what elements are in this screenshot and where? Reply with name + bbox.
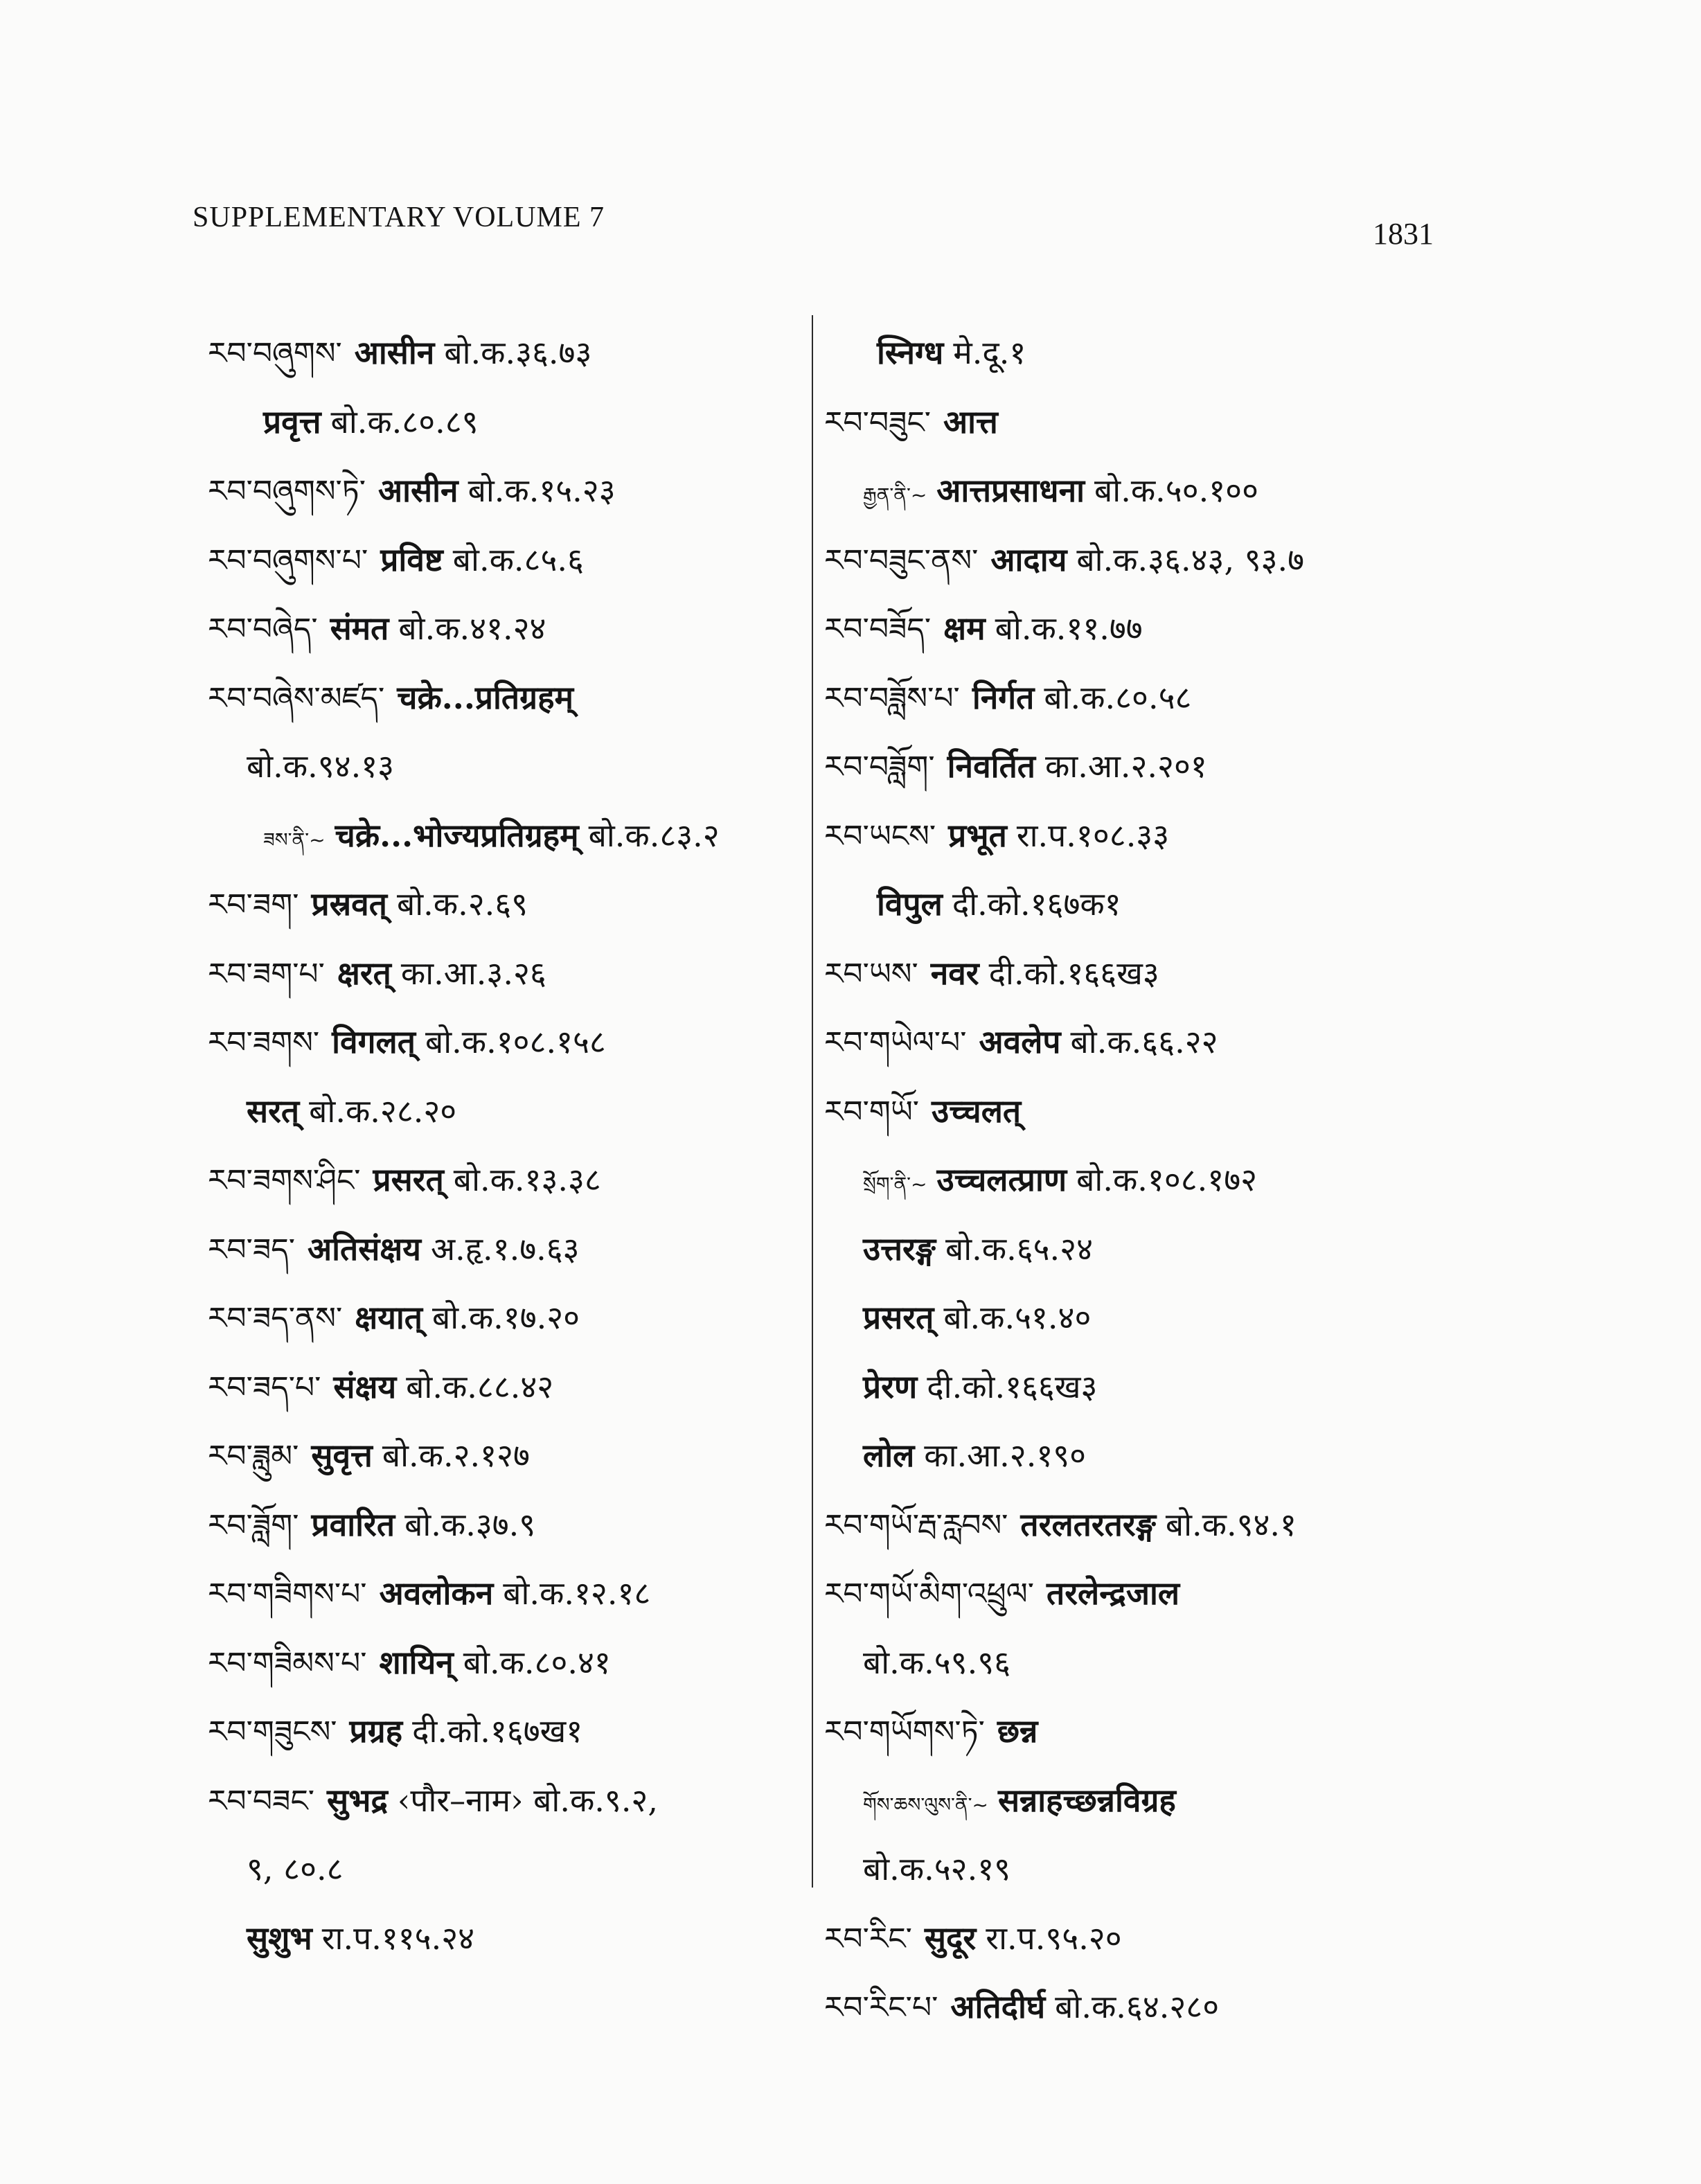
dictionary-entry xyxy=(824,801,1531,871)
dictionary-entry xyxy=(824,1077,1531,1146)
tibetan-headword: རབ་ཡངས་ xyxy=(824,818,936,854)
sanskrit-equivalent: छन्न xyxy=(997,1712,1038,1750)
running-head: SUPPLEMENTARY VOLUME 7 xyxy=(193,202,605,233)
dictionary-entry xyxy=(208,1904,790,1973)
dictionary-entry xyxy=(824,1491,1531,1560)
source-reference: बो.क.४१.२४ xyxy=(398,610,546,647)
dictionary-entry xyxy=(824,870,1531,939)
source-reference: बो.क.१२.१८ xyxy=(503,1574,651,1612)
dictionary-entry xyxy=(824,664,1531,733)
tibetan-headword: རབ་རིང་པ་ xyxy=(824,1990,938,2025)
tibetan-headword: རབ་བཟོད་ xyxy=(824,612,932,647)
source-reference: दी.को.१६७ख१ xyxy=(412,1712,583,1750)
dictionary-entry xyxy=(824,1008,1531,1077)
source-reference: बो.क.२.१२७ xyxy=(382,1437,530,1474)
dictionary-entry xyxy=(824,456,1531,526)
dictionary-entry xyxy=(824,1697,1531,1766)
tibetan-headword: རབ་ཟག་ xyxy=(208,887,299,923)
sanskrit-equivalent: सन्नाहच्छन्नविग्रह xyxy=(997,1781,1176,1819)
sanskrit-equivalent: प्रभूत xyxy=(948,816,1007,854)
tibetan-headword: རབ་ཟད་ xyxy=(208,1232,295,1268)
dictionary-entry xyxy=(208,732,790,801)
source-reference: बो.क.६४.२८० xyxy=(1055,1988,1220,2025)
tibetan-headword: རབ་རིང་ xyxy=(824,1921,912,1957)
tibetan-compound: རྒྱན་ནི་~ xyxy=(863,483,927,506)
dictionary-entry xyxy=(208,319,790,388)
dictionary-entry xyxy=(208,801,790,871)
source-reference: बो.क.१५.२३ xyxy=(467,472,616,509)
source-reference: बो.क.३६.४३, ९३.७ xyxy=(1076,540,1305,578)
dictionary-entry xyxy=(208,456,790,526)
dictionary-entry xyxy=(208,1008,790,1077)
source-reference: दी.को.१६६ख३ xyxy=(988,954,1159,992)
source-reference: बो.क.३७.९ xyxy=(404,1505,536,1543)
tibetan-headword: རབ་བཟློས་པ་ xyxy=(824,680,960,716)
dictionary-entry xyxy=(208,1628,790,1698)
sanskrit-equivalent: चक्रे...प्रतिग्रहम् xyxy=(397,678,574,716)
tibetan-headword: རབ་གཟིམས་པ་ xyxy=(208,1645,367,1681)
sanskrit-equivalent: आसीन xyxy=(378,472,458,509)
source-reference: बो.क.१०८.१७२ xyxy=(1076,1161,1258,1198)
tibetan-headword: རབ་ཟླུམ་ xyxy=(208,1439,299,1474)
tibetan-headword: རབ་བཟང་ xyxy=(208,1783,315,1819)
dictionary-entry xyxy=(208,939,790,1009)
sanskrit-equivalent: आत्त xyxy=(943,402,998,441)
dictionary-entry xyxy=(824,1766,1531,1836)
sanskrit-equivalent: संक्षय xyxy=(333,1367,397,1405)
right-column xyxy=(824,319,1531,2042)
dictionary-entry xyxy=(824,1904,1531,1973)
sanskrit-equivalent: क्षरत् xyxy=(337,954,391,992)
source-reference: रा.प.९५.२० xyxy=(986,1919,1122,1957)
source-reference: बो.क.८५.६ xyxy=(452,540,584,578)
source-reference: का.आ.३.२६ xyxy=(400,954,546,992)
tibetan-headword: རབ་བཞེས་མཛད་ xyxy=(208,680,385,716)
tibetan-headword: རབ་ཟགས་ xyxy=(208,1025,320,1060)
sanskrit-equivalent: तरलतरतरङ्ग xyxy=(1020,1505,1156,1543)
tibetan-headword: རབ་གཟུངས་ xyxy=(208,1714,337,1750)
dictionary-entry xyxy=(824,1835,1531,1904)
sanskrit-equivalent: प्रवारित xyxy=(311,1505,395,1543)
tibetan-headword: རབ་གཟིགས་པ་ xyxy=(208,1577,367,1612)
sanskrit-equivalent: शायिन् xyxy=(379,1643,454,1681)
tibetan-headword: རབ་བཟུང་ནས་ xyxy=(824,542,979,578)
source-reference: बो.क.१७.२० xyxy=(432,1299,580,1336)
source-reference: बो.क.८०.५८ xyxy=(1044,678,1192,716)
tibetan-compound: གོས་ཆས་ལུས་ནི་~ xyxy=(863,1793,988,1816)
dictionary-entry xyxy=(208,1077,790,1146)
sanskrit-equivalent: प्रसरत् xyxy=(373,1161,444,1198)
source-reference: बो.क.९४.१३ xyxy=(247,747,395,785)
sanskrit-equivalent: उच्चलत् xyxy=(931,1092,1022,1130)
dictionary-entry xyxy=(824,526,1531,595)
dictionary-entry xyxy=(208,1215,790,1284)
sanskrit-equivalent: सुभद्र xyxy=(327,1781,388,1819)
left-column xyxy=(208,319,790,1973)
sanskrit-equivalent: निर्गत xyxy=(972,678,1035,716)
dictionary-entry xyxy=(824,319,1531,388)
sanskrit-equivalent: नवर xyxy=(930,954,979,992)
sanskrit-equivalent: प्रविष्ट xyxy=(380,540,443,578)
dictionary-entry xyxy=(824,1421,1531,1491)
sanskrit-equivalent: अतिसंक्षय xyxy=(307,1229,421,1268)
source-reference: मे.दू.१ xyxy=(953,334,1026,371)
source-reference: का.आ.२.१९० xyxy=(924,1437,1087,1474)
sanskrit-equivalent: क्षम xyxy=(943,610,986,647)
source-reference: का.आ.२.२०१ xyxy=(1045,747,1207,785)
dictionary-entry xyxy=(208,1146,790,1215)
tibetan-headword: རབ་ཟློག་ xyxy=(208,1507,299,1543)
dictionary-entry xyxy=(824,1284,1531,1353)
dictionary-entry xyxy=(824,939,1531,1009)
tibetan-headword: རབ་གཡོ་མིག་འཕྲུལ་ xyxy=(824,1577,1034,1612)
sanskrit-equivalent: प्रेरण xyxy=(863,1367,918,1405)
sanskrit-equivalent: सुशुभ xyxy=(247,1919,312,1957)
sanskrit-equivalent: अवलोकन xyxy=(379,1574,494,1612)
tibetan-headword: རབ་གཡོགས་ཏེ་ xyxy=(824,1714,985,1750)
dictionary-entry xyxy=(208,1421,790,1491)
sanskrit-equivalent: सुवृत्त xyxy=(311,1437,373,1474)
source-reference: बो.क.९४.१ xyxy=(1165,1505,1297,1543)
tibetan-headword: རབ་གཡེལ་པ་ xyxy=(824,1025,967,1060)
source-reference: बो.क.२.६९ xyxy=(396,885,528,923)
sanskrit-equivalent: अतिदीर्घ xyxy=(950,1988,1046,2025)
dictionary-entry xyxy=(824,1973,1531,2042)
source-reference: बो.क.६६.२२ xyxy=(1070,1023,1218,1060)
tibetan-headword: རབ་བཞུགས་ཏེ་ xyxy=(208,474,366,509)
sanskrit-equivalent: उच्चलत्प्राण xyxy=(936,1161,1067,1198)
sanskrit-equivalent: प्रवृत्त xyxy=(263,402,321,441)
sanskrit-equivalent: सुदूर xyxy=(924,1919,977,1957)
dictionary-entry xyxy=(208,1353,790,1422)
tibetan-headword: རབ་བཞུགས་པ་ xyxy=(208,542,368,578)
sanskrit-equivalent: चक्रे...भोज्यप्रतिग्रहम् xyxy=(335,816,579,854)
source-reference: दी.को.१६७क१ xyxy=(952,885,1121,923)
sanskrit-equivalent: उत्तरङ्ग xyxy=(863,1229,936,1268)
source-reference: बो.क.३६.७३ xyxy=(444,334,592,371)
sanskrit-equivalent: आसीन xyxy=(354,334,435,371)
sanskrit-equivalent: अवलेप xyxy=(979,1023,1061,1060)
dictionary-entry xyxy=(208,664,790,733)
column-divider xyxy=(812,315,813,1888)
tibetan-headword: རབ་ཟགས་ཤིང་ xyxy=(208,1163,361,1198)
tibetan-compound: སྲོག་ནི་~ xyxy=(863,1173,927,1196)
source-reference: बो.क.८३.२ xyxy=(588,816,720,854)
source-reference: बो.क.२८.२० xyxy=(309,1092,457,1130)
source-reference: ‹पौर–नाम› बो.क.९.२, xyxy=(397,1781,658,1819)
source-reference: अ.हृ.१.७.६३ xyxy=(430,1229,580,1268)
dictionary-entry xyxy=(208,526,790,595)
dictionary-entry xyxy=(208,1835,790,1904)
tibetan-headword: རབ་གཡོ་ xyxy=(824,1094,919,1130)
tibetan-headword: རབ་བཟུང་ xyxy=(824,405,932,441)
sanskrit-equivalent: संमत xyxy=(330,610,389,647)
dictionary-entry xyxy=(208,870,790,939)
dictionary-entry xyxy=(824,1215,1531,1284)
dictionary-entry xyxy=(824,1146,1531,1215)
dictionary-entry xyxy=(824,388,1531,457)
sanskrit-equivalent: लोल xyxy=(863,1437,915,1474)
dictionary-entry xyxy=(208,1491,790,1560)
dictionary-entry xyxy=(824,1559,1531,1628)
sanskrit-equivalent: आदाय xyxy=(990,540,1067,578)
tibetan-headword: རབ་བཟློག་ xyxy=(824,749,935,785)
source-reference: रा.प.१०८.३३ xyxy=(1016,816,1170,854)
sanskrit-equivalent: प्रग्रह xyxy=(349,1712,403,1750)
source-reference: बो.क.८०.४१ xyxy=(463,1643,611,1681)
sanskrit-equivalent: विपुल xyxy=(877,885,943,923)
tibetan-headword: རབ་བཞུགས་ xyxy=(208,336,342,371)
source-reference: बो.क.१३.३८ xyxy=(453,1161,601,1198)
dictionary-entry xyxy=(824,1628,1531,1698)
tibetan-headword: རབ་ཟག་པ་ xyxy=(208,956,325,992)
source-reference: ९, ८०.८ xyxy=(247,1850,344,1888)
source-reference: बो.क.११.७७ xyxy=(995,610,1143,647)
sanskrit-equivalent: आत्तप्रसाधना xyxy=(936,472,1085,509)
tibetan-headword: རབ་ཟད་པ་ xyxy=(208,1369,321,1405)
dictionary-entry xyxy=(208,1766,790,1836)
dictionary-entry xyxy=(208,388,790,457)
sanskrit-equivalent: निवर्तित xyxy=(947,747,1036,785)
sanskrit-equivalent: प्रसरत् xyxy=(863,1299,934,1336)
source-reference: बो.क.५१.४० xyxy=(943,1299,1092,1336)
sanskrit-equivalent: क्षयात् xyxy=(355,1299,423,1336)
sanskrit-equivalent: सरत् xyxy=(247,1092,300,1130)
source-reference: रा.प.११५.२४ xyxy=(321,1919,475,1957)
page-number: 1831 xyxy=(1373,217,1434,251)
tibetan-headword: རབ་ཡས་ xyxy=(824,956,918,992)
source-reference: दी.को.१६६ख३ xyxy=(927,1367,1098,1405)
dictionary-entry xyxy=(208,1559,790,1628)
source-reference: बो.क.८८.४२ xyxy=(406,1367,554,1405)
dictionary-entry xyxy=(824,1353,1531,1422)
tibetan-headword: རབ་གཡོ་རྦ་རླབས་ xyxy=(824,1507,1008,1543)
tibetan-compound: ཟས་ནི་~ xyxy=(263,828,326,851)
source-reference: बो.क.१०८.१५८ xyxy=(425,1023,606,1060)
source-reference: बो.क.८०.८९ xyxy=(330,402,479,441)
tibetan-headword: རབ་བཞེད་ xyxy=(208,612,318,647)
dictionary-entry xyxy=(208,1284,790,1353)
dictionary-entry xyxy=(208,594,790,664)
dictionary-entry xyxy=(824,732,1531,801)
sanskrit-equivalent: प्रस्रवत् xyxy=(311,885,387,923)
dictionary-entry xyxy=(208,1697,790,1766)
source-reference: बो.क.६५.२४ xyxy=(945,1229,1093,1268)
sanskrit-equivalent: स्निग्ध xyxy=(877,334,944,371)
sanskrit-equivalent: विगलत् xyxy=(332,1023,416,1060)
sanskrit-equivalent: तरलेन्द्रजाल xyxy=(1046,1574,1180,1612)
tibetan-headword: རབ་ཟད་ནས་ xyxy=(208,1301,343,1336)
source-reference: बो.क.५९.९६ xyxy=(863,1643,1011,1681)
source-reference: बो.क.५०.१०० xyxy=(1094,472,1258,509)
source-reference: बो.क.५२.१९ xyxy=(863,1850,1011,1888)
dictionary-entry xyxy=(824,594,1531,664)
